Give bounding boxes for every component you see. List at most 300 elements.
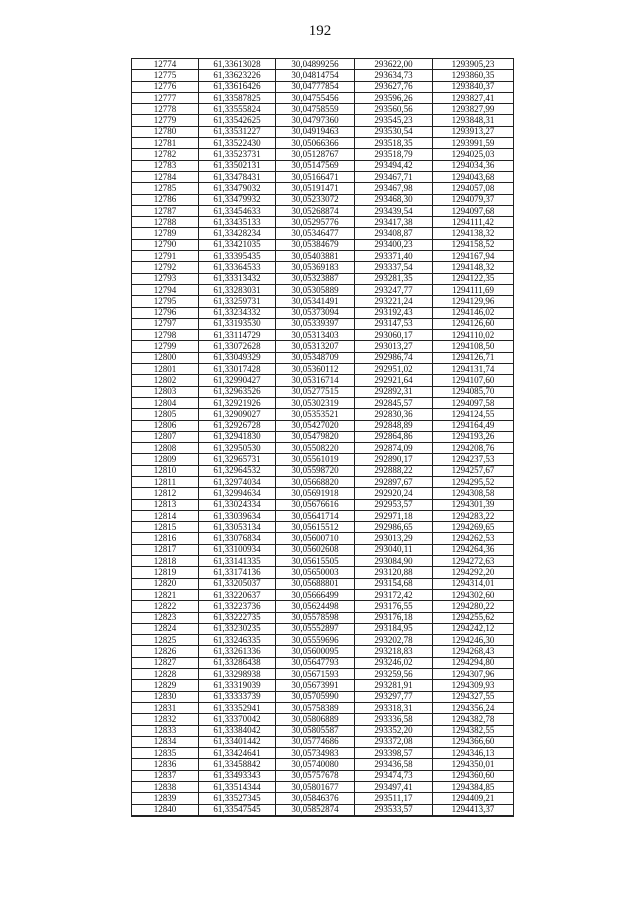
point-number-cell: 12784 [132, 171, 199, 182]
table-row [132, 533, 514, 544]
x-coordinate-cell: 293518,79 [355, 149, 433, 160]
point-number-cell: 12822 [132, 601, 199, 612]
y-coordinate-cell: 1294107,60 [433, 375, 514, 386]
table-row [132, 454, 514, 465]
y-coordinate-cell: 1294295,52 [433, 476, 514, 487]
table-row [132, 725, 514, 736]
longitude-cell: 30,05313403 [276, 330, 355, 341]
latitude-cell: 61,33454633 [199, 205, 276, 216]
point-number-cell: 12794 [132, 284, 199, 295]
latitude-cell: 61,33547545 [199, 804, 276, 816]
longitude-cell: 30,05384679 [276, 239, 355, 250]
latitude-cell: 61,33223736 [199, 601, 276, 612]
longitude-cell: 30,05641714 [276, 510, 355, 521]
y-coordinate-cell: 1294269,65 [433, 522, 514, 533]
longitude-cell: 30,05688801 [276, 578, 355, 589]
latitude-cell: 61,33261336 [199, 646, 276, 657]
y-coordinate-cell: 1294262,53 [433, 533, 514, 544]
y-coordinate-cell: 1294237,53 [433, 454, 514, 465]
point-number-cell: 12807 [132, 431, 199, 442]
y-coordinate-cell: 1293991,59 [433, 138, 514, 149]
table-row [132, 126, 514, 137]
table-row [132, 443, 514, 454]
y-coordinate-cell: 1294272,63 [433, 556, 514, 567]
table-row [132, 149, 514, 160]
point-number-cell: 12788 [132, 217, 199, 228]
point-number-cell: 12829 [132, 680, 199, 691]
latitude-cell: 61,33424641 [199, 748, 276, 759]
point-number-cell: 12831 [132, 702, 199, 713]
x-coordinate-cell: 293518,35 [355, 138, 433, 149]
table-row [132, 251, 514, 262]
point-number-cell: 12833 [132, 725, 199, 736]
longitude-cell: 30,04755456 [276, 92, 355, 103]
table-row [132, 330, 514, 341]
y-coordinate-cell: 1294193,26 [433, 431, 514, 442]
longitude-cell: 30,04777854 [276, 81, 355, 92]
longitude-cell: 30,05676616 [276, 499, 355, 510]
latitude-cell: 61,33193530 [199, 318, 276, 329]
latitude-cell: 61,33246335 [199, 635, 276, 646]
x-coordinate-cell: 293218,83 [355, 646, 433, 657]
longitude-cell: 30,05339397 [276, 318, 355, 329]
longitude-cell: 30,05561019 [276, 454, 355, 465]
table-row [132, 183, 514, 194]
table-row [132, 217, 514, 228]
latitude-cell: 61,33205037 [199, 578, 276, 589]
point-number-cell: 12793 [132, 273, 199, 284]
table-row [132, 431, 514, 442]
latitude-cell: 61,33502131 [199, 160, 276, 171]
latitude-cell: 61,33174136 [199, 567, 276, 578]
latitude-cell: 61,32964532 [199, 465, 276, 476]
table-row [132, 499, 514, 510]
point-number-cell: 12786 [132, 194, 199, 205]
x-coordinate-cell: 292921,64 [355, 375, 433, 386]
point-number-cell: 12776 [132, 81, 199, 92]
latitude-cell: 61,32994634 [199, 488, 276, 499]
y-coordinate-cell: 1294292,20 [433, 567, 514, 578]
x-coordinate-cell: 293192,43 [355, 307, 433, 318]
point-number-cell: 12781 [132, 138, 199, 149]
y-coordinate-cell: 1294167,94 [433, 251, 514, 262]
longitude-cell: 30,05801677 [276, 782, 355, 793]
x-coordinate-cell: 292971,18 [355, 510, 433, 521]
longitude-cell: 30,04814754 [276, 70, 355, 81]
latitude-cell: 61,33522430 [199, 138, 276, 149]
latitude-cell: 61,32965731 [199, 454, 276, 465]
x-coordinate-cell: 293176,55 [355, 601, 433, 612]
point-number-cell: 12780 [132, 126, 199, 137]
y-coordinate-cell: 1293913,27 [433, 126, 514, 137]
y-coordinate-cell: 1294382,78 [433, 714, 514, 725]
x-coordinate-cell: 293013,27 [355, 341, 433, 352]
latitude-cell: 61,33428234 [199, 228, 276, 239]
longitude-cell: 30,05191471 [276, 183, 355, 194]
x-coordinate-cell: 293259,56 [355, 669, 433, 680]
x-coordinate-cell: 293474,73 [355, 770, 433, 781]
table-row [132, 375, 514, 386]
longitude-cell: 30,05427020 [276, 420, 355, 431]
x-coordinate-cell: 293202,78 [355, 635, 433, 646]
y-coordinate-cell: 1293827,41 [433, 92, 514, 103]
y-coordinate-cell: 1294356,24 [433, 702, 514, 713]
y-coordinate-cell: 1294246,30 [433, 635, 514, 646]
latitude-cell: 61,33352941 [199, 702, 276, 713]
table-row [132, 702, 514, 713]
longitude-cell: 30,05559696 [276, 635, 355, 646]
longitude-cell: 30,05373094 [276, 307, 355, 318]
point-number-cell: 12836 [132, 759, 199, 770]
y-coordinate-cell: 1293840,37 [433, 81, 514, 92]
table-row [132, 194, 514, 205]
table-row [132, 104, 514, 115]
point-number-cell: 12812 [132, 488, 199, 499]
table-row [132, 420, 514, 431]
y-coordinate-cell: 1294126,71 [433, 352, 514, 363]
longitude-cell: 30,05650003 [276, 567, 355, 578]
table-row [132, 635, 514, 646]
x-coordinate-cell: 293372,08 [355, 736, 433, 747]
table-row [132, 92, 514, 103]
point-number-cell: 12792 [132, 262, 199, 273]
y-coordinate-cell: 1294283,22 [433, 510, 514, 521]
table-row [132, 397, 514, 408]
table-row [132, 804, 514, 816]
x-coordinate-cell: 293246,02 [355, 657, 433, 668]
table-row [132, 646, 514, 657]
y-coordinate-cell: 1294079,37 [433, 194, 514, 205]
table-row [132, 680, 514, 691]
latitude-cell: 61,33283031 [199, 284, 276, 295]
coordinates-table [131, 58, 514, 817]
longitude-cell: 30,05305889 [276, 284, 355, 295]
longitude-cell: 30,04899256 [276, 59, 355, 70]
x-coordinate-cell: 293468,30 [355, 194, 433, 205]
table-row [132, 736, 514, 747]
table-row [132, 510, 514, 521]
y-coordinate-cell: 1294307,96 [433, 669, 514, 680]
y-coordinate-cell: 1294280,22 [433, 601, 514, 612]
x-coordinate-cell: 293172,42 [355, 589, 433, 600]
y-coordinate-cell: 1294308,58 [433, 488, 514, 499]
y-coordinate-cell: 1294268,43 [433, 646, 514, 657]
point-number-cell: 12826 [132, 646, 199, 657]
y-coordinate-cell: 1294242,12 [433, 623, 514, 634]
x-coordinate-cell: 293060,17 [355, 330, 433, 341]
table-row [132, 782, 514, 793]
longitude-cell: 30,05758389 [276, 702, 355, 713]
latitude-cell: 61,33286438 [199, 657, 276, 668]
longitude-cell: 30,05757678 [276, 770, 355, 781]
table-row [132, 59, 514, 70]
longitude-cell: 30,05316714 [276, 375, 355, 386]
x-coordinate-cell: 293627,76 [355, 81, 433, 92]
y-coordinate-cell: 1294158,52 [433, 239, 514, 250]
x-coordinate-cell: 293297,77 [355, 691, 433, 702]
y-coordinate-cell: 1293848,31 [433, 115, 514, 126]
y-coordinate-cell: 1293860,35 [433, 70, 514, 81]
x-coordinate-cell: 293040,11 [355, 544, 433, 555]
longitude-cell: 30,05341491 [276, 296, 355, 307]
longitude-cell: 30,05615512 [276, 522, 355, 533]
point-number-cell: 12821 [132, 589, 199, 600]
y-coordinate-cell: 1294108,50 [433, 341, 514, 352]
point-number-cell: 12808 [132, 443, 199, 454]
table-row [132, 578, 514, 589]
y-coordinate-cell: 1294138,32 [433, 228, 514, 239]
longitude-cell: 30,05852874 [276, 804, 355, 816]
longitude-cell: 30,05666499 [276, 589, 355, 600]
x-coordinate-cell: 293147,53 [355, 318, 433, 329]
y-coordinate-cell: 1294384,85 [433, 782, 514, 793]
longitude-cell: 30,05774686 [276, 736, 355, 747]
point-number-cell: 12837 [132, 770, 199, 781]
latitude-cell: 61,33555824 [199, 104, 276, 115]
y-coordinate-cell: 1294350,01 [433, 759, 514, 770]
table-row [132, 296, 514, 307]
x-coordinate-cell: 292953,57 [355, 499, 433, 510]
longitude-cell: 30,04758559 [276, 104, 355, 115]
y-coordinate-cell: 1294382,55 [433, 725, 514, 736]
latitude-cell: 61,33298938 [199, 669, 276, 680]
table-row [132, 138, 514, 149]
longitude-cell: 30,05353521 [276, 409, 355, 420]
y-coordinate-cell: 1294111,69 [433, 284, 514, 295]
longitude-cell: 30,05346477 [276, 228, 355, 239]
longitude-cell: 30,05600710 [276, 533, 355, 544]
longitude-cell: 30,05360112 [276, 364, 355, 375]
y-coordinate-cell: 1294129,96 [433, 296, 514, 307]
table-row [132, 160, 514, 171]
latitude-cell: 61,32990427 [199, 375, 276, 386]
y-coordinate-cell: 1294255,62 [433, 612, 514, 623]
table-row [132, 409, 514, 420]
longitude-cell: 30,05313207 [276, 341, 355, 352]
page-number: 192 [308, 23, 332, 39]
table-row [132, 465, 514, 476]
latitude-cell: 61,33613028 [199, 59, 276, 70]
latitude-cell: 61,33587825 [199, 92, 276, 103]
point-number-cell: 12820 [132, 578, 199, 589]
y-coordinate-cell: 1294043,68 [433, 171, 514, 182]
latitude-cell: 61,33313432 [199, 273, 276, 284]
longitude-cell: 30,05647793 [276, 657, 355, 668]
x-coordinate-cell: 292920,24 [355, 488, 433, 499]
longitude-cell: 30,05403881 [276, 251, 355, 262]
table-row [132, 748, 514, 759]
point-number-cell: 12805 [132, 409, 199, 420]
table-row [132, 544, 514, 555]
latitude-cell: 61,33072628 [199, 341, 276, 352]
x-coordinate-cell: 293084,90 [355, 556, 433, 567]
latitude-cell: 61,33542625 [199, 115, 276, 126]
y-coordinate-cell: 1294034,36 [433, 160, 514, 171]
table-row [132, 691, 514, 702]
y-coordinate-cell: 1293905,23 [433, 59, 514, 70]
point-number-cell: 12838 [132, 782, 199, 793]
latitude-cell: 61,33222735 [199, 612, 276, 623]
y-coordinate-cell: 1294327,55 [433, 691, 514, 702]
longitude-cell: 30,05479820 [276, 431, 355, 442]
point-number-cell: 12816 [132, 533, 199, 544]
table-row [132, 601, 514, 612]
x-coordinate-cell: 292951,02 [355, 364, 433, 375]
longitude-cell: 30,05668820 [276, 476, 355, 487]
point-number-cell: 12782 [132, 149, 199, 160]
table-row [132, 262, 514, 273]
point-number-cell: 12823 [132, 612, 199, 623]
x-coordinate-cell: 293533,57 [355, 804, 433, 816]
longitude-cell: 30,05302319 [276, 397, 355, 408]
table-row [132, 273, 514, 284]
latitude-cell: 61,33100934 [199, 544, 276, 555]
point-number-cell: 12804 [132, 397, 199, 408]
latitude-cell: 61,33141335 [199, 556, 276, 567]
y-coordinate-cell: 1294413,37 [433, 804, 514, 816]
table-row [132, 623, 514, 634]
table-row [132, 115, 514, 126]
longitude-cell: 30,05805587 [276, 725, 355, 736]
latitude-cell: 61,33384042 [199, 725, 276, 736]
latitude-cell: 61,33234332 [199, 307, 276, 318]
latitude-cell: 61,33479932 [199, 194, 276, 205]
y-coordinate-cell: 1294164,49 [433, 420, 514, 431]
latitude-cell: 61,32941830 [199, 431, 276, 442]
x-coordinate-cell: 293352,20 [355, 725, 433, 736]
table-row [132, 81, 514, 92]
table-row [132, 556, 514, 567]
x-coordinate-cell: 293337,54 [355, 262, 433, 273]
y-coordinate-cell: 1294097,68 [433, 205, 514, 216]
y-coordinate-cell: 1294126,60 [433, 318, 514, 329]
table-row [132, 307, 514, 318]
table-row [132, 567, 514, 578]
table-row [132, 284, 514, 295]
x-coordinate-cell: 292986,65 [355, 522, 433, 533]
table-row [132, 341, 514, 352]
longitude-cell: 30,05598720 [276, 465, 355, 476]
latitude-cell: 61,33319039 [199, 680, 276, 691]
longitude-cell: 30,05233072 [276, 194, 355, 205]
y-coordinate-cell: 1294131,74 [433, 364, 514, 375]
latitude-cell: 61,33076834 [199, 533, 276, 544]
latitude-cell: 61,32909027 [199, 409, 276, 420]
longitude-cell: 30,05806889 [276, 714, 355, 725]
y-coordinate-cell: 1294302,60 [433, 589, 514, 600]
point-number-cell: 12798 [132, 330, 199, 341]
y-coordinate-cell: 1294057,08 [433, 183, 514, 194]
point-number-cell: 12791 [132, 251, 199, 262]
longitude-cell: 30,05846376 [276, 793, 355, 804]
x-coordinate-cell: 293634,73 [355, 70, 433, 81]
point-number-cell: 12777 [132, 92, 199, 103]
x-coordinate-cell: 293494,42 [355, 160, 433, 171]
table-row [132, 352, 514, 363]
longitude-cell: 30,05147569 [276, 160, 355, 171]
longitude-cell: 30,05295776 [276, 217, 355, 228]
latitude-cell: 61,33493343 [199, 770, 276, 781]
table-row [132, 793, 514, 804]
y-coordinate-cell: 1294301,39 [433, 499, 514, 510]
y-coordinate-cell: 1294346,13 [433, 748, 514, 759]
point-number-cell: 12819 [132, 567, 199, 578]
point-number-cell: 12790 [132, 239, 199, 250]
x-coordinate-cell: 292864,86 [355, 431, 433, 442]
point-number-cell: 12800 [132, 352, 199, 363]
point-number-cell: 12789 [132, 228, 199, 239]
latitude-cell: 61,33220637 [199, 589, 276, 600]
longitude-cell: 30,05508220 [276, 443, 355, 454]
point-number-cell: 12803 [132, 386, 199, 397]
point-number-cell: 12795 [132, 296, 199, 307]
table-row [132, 205, 514, 216]
y-coordinate-cell: 1294264,36 [433, 544, 514, 555]
point-number-cell: 12828 [132, 669, 199, 680]
latitude-cell: 61,33370042 [199, 714, 276, 725]
latitude-cell: 61,32926728 [199, 420, 276, 431]
latitude-cell: 61,33458842 [199, 759, 276, 770]
y-coordinate-cell: 1294366,60 [433, 736, 514, 747]
x-coordinate-cell: 293281,35 [355, 273, 433, 284]
latitude-cell: 61,33364533 [199, 262, 276, 273]
longitude-cell: 30,05602608 [276, 544, 355, 555]
point-number-cell: 12824 [132, 623, 199, 634]
x-coordinate-cell: 292890,17 [355, 454, 433, 465]
latitude-cell: 61,32950530 [199, 443, 276, 454]
x-coordinate-cell: 293120,88 [355, 567, 433, 578]
longitude-cell: 30,05348709 [276, 352, 355, 363]
x-coordinate-cell: 292888,22 [355, 465, 433, 476]
point-number-cell: 12806 [132, 420, 199, 431]
latitude-cell: 61,32974034 [199, 476, 276, 487]
latitude-cell: 61,33616426 [199, 81, 276, 92]
x-coordinate-cell: 293436,58 [355, 759, 433, 770]
latitude-cell: 61,33514344 [199, 782, 276, 793]
x-coordinate-cell: 293467,98 [355, 183, 433, 194]
latitude-cell: 61,33479032 [199, 183, 276, 194]
latitude-cell: 61,33421035 [199, 239, 276, 250]
y-coordinate-cell: 1294148,32 [433, 262, 514, 273]
table-row [132, 171, 514, 182]
latitude-cell: 61,33017428 [199, 364, 276, 375]
x-coordinate-cell: 293530,54 [355, 126, 433, 137]
table-row [132, 759, 514, 770]
longitude-cell: 30,05277515 [276, 386, 355, 397]
latitude-cell: 61,33053134 [199, 522, 276, 533]
latitude-cell: 61,33435133 [199, 217, 276, 228]
x-coordinate-cell: 293184,95 [355, 623, 433, 634]
point-number-cell: 12801 [132, 364, 199, 375]
point-number-cell: 12813 [132, 499, 199, 510]
latitude-cell: 61,33401442 [199, 736, 276, 747]
latitude-cell: 61,33230235 [199, 623, 276, 634]
longitude-cell: 30,05066366 [276, 138, 355, 149]
point-number-cell: 12796 [132, 307, 199, 318]
longitude-cell: 30,05734983 [276, 748, 355, 759]
x-coordinate-cell: 293281,91 [355, 680, 433, 691]
y-coordinate-cell: 1294360,60 [433, 770, 514, 781]
point-number-cell: 12775 [132, 70, 199, 81]
x-coordinate-cell: 293560,56 [355, 104, 433, 115]
latitude-cell: 61,32963526 [199, 386, 276, 397]
x-coordinate-cell: 292892,31 [355, 386, 433, 397]
x-coordinate-cell: 292848,89 [355, 420, 433, 431]
table-row [132, 386, 514, 397]
y-coordinate-cell: 1293827,99 [433, 104, 514, 115]
latitude-cell: 61,33259731 [199, 296, 276, 307]
y-coordinate-cell: 1294111,42 [433, 217, 514, 228]
